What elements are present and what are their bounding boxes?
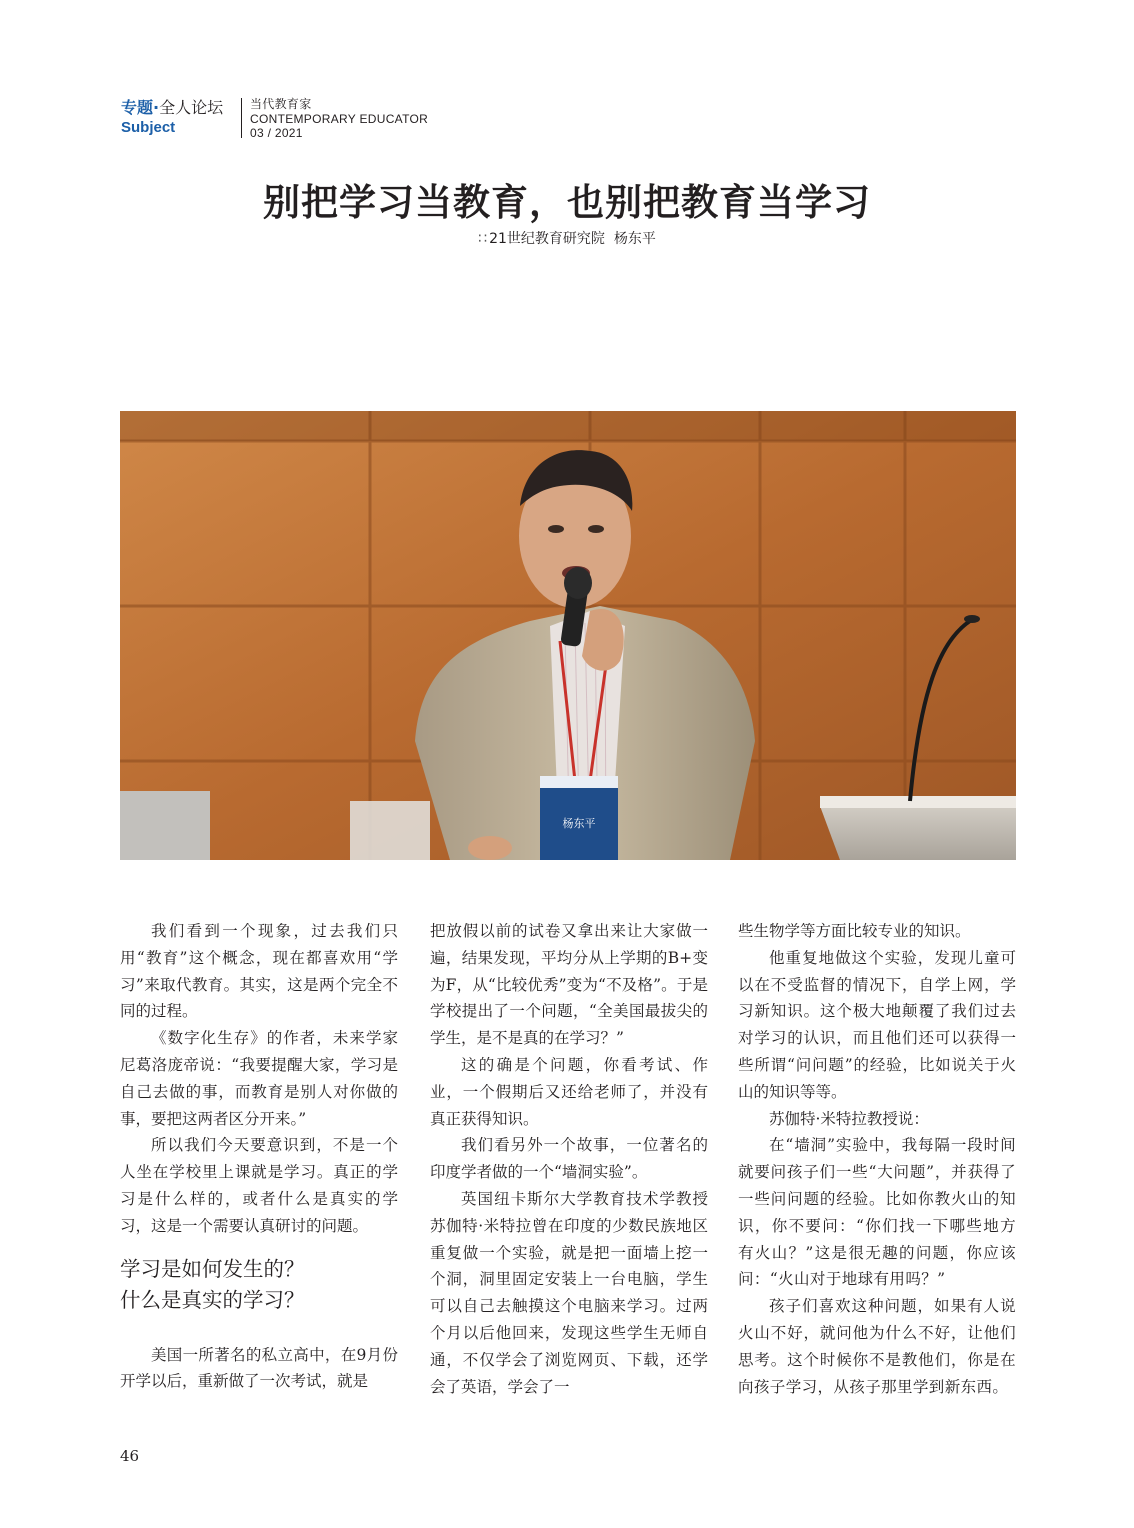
section-header	[121, 98, 223, 138]
text-column-3	[738, 918, 1016, 1400]
section-topic: 专题	[121, 98, 154, 117]
chair	[350, 801, 430, 860]
quote-paragraph: 孩子们喜欢这种问题，如果有人说火山不好，就问他为什么不好，让他们思考。这个时候你不是教他们，你是在向孩子学习，从孩子那里学到新东西。	[738, 1297, 1016, 1396]
paragraph: 《数字化生存》的作者，未来学家尼葛洛庞帝说：“我要提醒大家，学习是自己去做的事，而教育是别人对你做的事，要把这两者区分开来。”	[120, 1029, 398, 1128]
paragraph: 把放假以前的试卷又拿出来让大家做一遍，结果发现，平均分从上学期的B+变为F，从“比较优秀”变为“不及格”。于是学校提出了一个问题，“全美国最拔尖的学生，是不是真的在学习？”	[430, 922, 708, 1048]
chair	[120, 791, 210, 860]
paragraph: 英国纽卡斯尔大学教育技术学教授苏伽特·米特拉曾在印度的少数民族地区重复做一个实验，就是把一面墙上挖一个洞，洞里固定安装上一台电脑，学生可以自己去触摸这个电脑来学习。过两个月以后他回来，发现这些学生无师自通，不仅学会了浏览网页、下载，还学会了英语，学会了一	[430, 1189, 708, 1396]
journal-name-cn: 当代教育家	[250, 97, 312, 111]
text-column-2	[430, 918, 708, 1400]
paragraph: 这的确是个问题，你看考试、作业，一个假期后又还给老师了，并没有真正获得知识。	[430, 1055, 708, 1128]
section-label	[121, 98, 223, 118]
quote-paragraph: 在“墙洞”实验中，我每隔一段时间就要问孩子们一些“大问题”，并获得了一些问问题的经验。比如你教火山的知识，你不要问：“你们找一下哪些地方有火山？”这是很无趣的问题，你应该问：“火山对于地球有用吗？”	[738, 1136, 1016, 1289]
paragraph: 他重复地做这个实验，发现儿童可以在不受监督的情况下，自学上网，学习新知识。这个极大地颠覆了我们过去对学习的认识，而且他们还可以获得一些所谓“问问题”的经验，比如说关于火山的知识等等。	[738, 948, 1016, 1101]
speaker-photo	[120, 411, 1016, 860]
subheading-line: 学习是如何发生的？	[120, 1256, 305, 1281]
header-divider	[241, 98, 242, 138]
paragraph: 苏伽特·米特拉教授说：	[769, 1109, 929, 1128]
podium-top	[820, 796, 1016, 808]
byline-mark: ∷	[478, 231, 488, 247]
paragraph: 美国一所著名的私立高中，在9月份开学以后，重新做了一次考试，就是	[120, 1345, 398, 1391]
author-name: 杨东平	[613, 231, 656, 247]
author-org: 21世纪教育研究院	[489, 231, 605, 247]
section-dot: ·	[153, 98, 160, 117]
journal-info	[250, 97, 428, 141]
text-column-1	[120, 918, 398, 1395]
badge-name: 杨东平	[562, 817, 596, 830]
speaker-illustration	[120, 411, 1016, 860]
paragraph: 我们看另外一个故事，一位著名的印度学者做的一个“墙洞实验”。	[430, 1136, 708, 1182]
section-name: 全人论坛	[159, 98, 224, 117]
section-subheading	[120, 1254, 398, 1316]
journal-issue: 03 / 2021	[250, 126, 303, 140]
journal-name-en: CONTEMPORARY EDUCATOR	[250, 111, 429, 126]
section-label-en: Subject	[121, 119, 176, 136]
paragraph: 我们看到一个现象，过去我们只用“教育”这个概念，现在都喜欢用“学习”来取代教育。其实，这是两个完全不同的过程。	[120, 922, 398, 1021]
subheading-line: 什么是真实的学习？	[120, 1287, 305, 1312]
paragraph: 所以我们今天要意识到，不是一个人坐在学校里上课就是学习。真正的学习是什么样的，或者什么是真实的学习，这是一个需要认真研讨的问题。	[120, 1136, 398, 1235]
paragraph: 些生物学等方面比较专业的知识。	[738, 922, 971, 940]
article-byline	[0, 228, 1134, 248]
article-title: 别把学习当教育，也别把教育当学习	[263, 181, 871, 224]
page-number: 46	[120, 1447, 140, 1465]
